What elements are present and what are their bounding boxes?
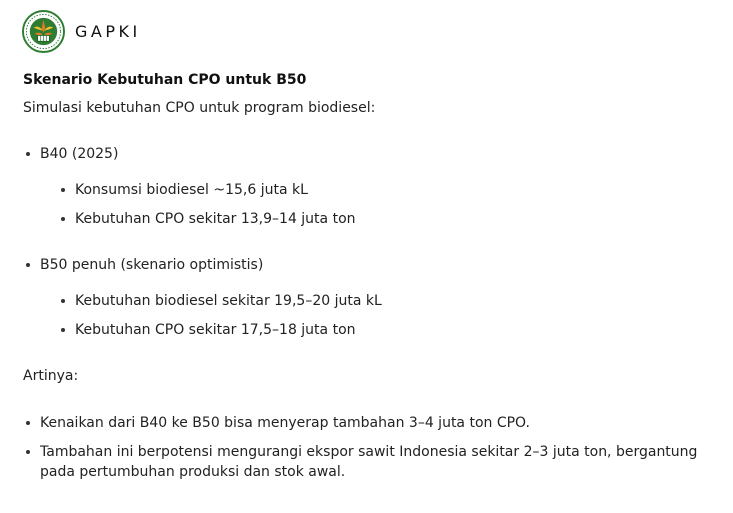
list-item xyxy=(23,144,723,229)
sub-list-item: Kebutuhan CPO sekitar 13,9–14 juta ton xyxy=(58,209,723,229)
sub-list-item: Kebutuhan biodiesel sekitar 19,5–20 juta kL xyxy=(58,291,723,311)
sub-list xyxy=(58,180,723,229)
list-item: Tambahan ini berpotensi mengurangi ekspor sawit Indonesia sekitar 2–3 juta ton, bergantung pada pertumbuhan produksi dan stok awal. xyxy=(23,442,723,482)
sub-list-item: Konsumsi biodiesel ~15,6 juta kL xyxy=(58,180,723,200)
scenario-label: B50 penuh (skenario optimistis) xyxy=(40,257,264,273)
list-item xyxy=(23,255,723,340)
sub-list-item: Kebutuhan CPO sekitar 17,5–18 juta ton xyxy=(58,320,723,340)
intro-text: Simulasi kebutuhan CPO untuk program biodiesel: xyxy=(23,100,376,116)
scenario-list xyxy=(23,144,723,340)
scenario-label: B40 (2025) xyxy=(40,146,119,162)
main-content xyxy=(23,70,723,482)
sub-list xyxy=(58,291,723,340)
conclusion-label: Artinya: xyxy=(23,368,79,384)
section-title: Skenario Kebutuhan CPO untuk B50 xyxy=(23,72,307,88)
header xyxy=(22,10,141,53)
brand-name: GAPKI xyxy=(75,22,141,41)
conclusion-list xyxy=(23,413,723,482)
gapki-logo-icon xyxy=(22,10,65,53)
list-item: Kenaikan dari B40 ke B50 bisa menyerap tambahan 3–4 juta ton CPO. xyxy=(23,413,723,433)
